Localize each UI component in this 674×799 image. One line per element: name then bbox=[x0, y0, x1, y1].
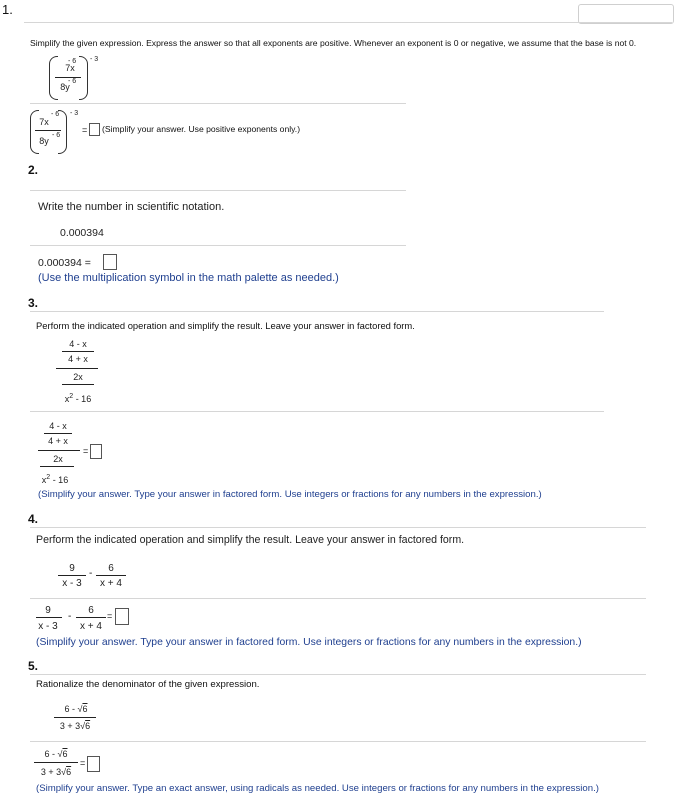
q4-answer-box[interactable] bbox=[115, 608, 129, 625]
equals-sign: = bbox=[107, 611, 113, 621]
divider bbox=[30, 598, 646, 599]
divider bbox=[30, 311, 604, 312]
q3-bottom-numerator: 2x bbox=[73, 372, 83, 382]
divider bbox=[30, 411, 604, 412]
q3-answer-bottom-denominator: $x^2 - 16$ bbox=[41, 474, 69, 485]
fraction-bar bbox=[96, 575, 126, 576]
q5-denominator: 3 + 3√6 bbox=[59, 721, 91, 731]
q3-instruction: Perform the indicated operation and simplify the result. Leave your answer in factored form. bbox=[36, 320, 415, 331]
q4-f2-denominator: x + 4 bbox=[100, 578, 122, 589]
q1-hint: (Simplify your answer. Use positive exponents only.) bbox=[102, 124, 301, 134]
fraction-bar bbox=[44, 433, 72, 434]
q4-f1-denominator: x - 3 bbox=[62, 578, 82, 589]
equals-sign: = bbox=[80, 758, 86, 768]
q1-num-exponent: - 6 bbox=[68, 58, 77, 65]
q1-answer-den-exponent: - 6 bbox=[52, 132, 61, 139]
q1-numerator: 7x bbox=[65, 63, 75, 73]
radical-icon: √ bbox=[77, 704, 83, 714]
q1-den-exponent: - 6 bbox=[68, 78, 77, 85]
q2-answer-box[interactable] bbox=[103, 254, 117, 270]
q3-bottom-denominator: $x^2 - 16$ bbox=[64, 393, 92, 404]
q5-answer-denominator: 3 + 3√6 bbox=[40, 767, 72, 777]
q5-hint: (Simplify your answer. Type an exact answer, using radicals as needed. Use integers or fractions for any numbers in the expression.) bbox=[36, 783, 599, 794]
q1-outer-exponent: - 3 bbox=[90, 56, 99, 63]
question-number-2: 2. bbox=[28, 163, 39, 177]
q5-instruction: Rationalize the denominator of the given expression. bbox=[36, 679, 260, 690]
fraction-bar bbox=[58, 575, 86, 576]
q2-hint: (Use the multiplication symbol in the math palette as needed.) bbox=[38, 272, 339, 284]
divider bbox=[30, 741, 646, 742]
q2-instruction: Write the number in scientific notation. bbox=[38, 201, 225, 213]
fraction-bar bbox=[62, 351, 94, 352]
divider bbox=[30, 674, 646, 675]
radical-icon: √ bbox=[61, 767, 67, 777]
q3-answer-top-denominator: 4 + x bbox=[48, 436, 68, 446]
q4-answer-f2-denominator: x + 4 bbox=[80, 621, 102, 632]
q4-answer-f1-denominator: x - 3 bbox=[38, 621, 58, 632]
q4-f2-numerator: 6 bbox=[108, 563, 114, 574]
fraction-bar bbox=[62, 384, 94, 385]
q5-answer-numerator: 6 - √6 bbox=[44, 749, 68, 759]
q3-hint: (Simplify your answer. Type your answer in factored form. Use integers or fractions for any numbers in the expression.) bbox=[38, 489, 542, 500]
right-paren bbox=[79, 56, 88, 100]
question-number-1: 1. bbox=[2, 2, 13, 17]
fraction-bar bbox=[36, 617, 62, 618]
divider bbox=[30, 190, 406, 191]
q3-top-numerator: 4 - x bbox=[69, 339, 87, 349]
question-number-4: 4. bbox=[28, 512, 39, 526]
q5-numerator: 6 - √6 bbox=[64, 704, 88, 714]
q1-answer-outer-exponent: - 3 bbox=[70, 110, 79, 117]
fraction-bar bbox=[40, 466, 74, 467]
fraction-bar bbox=[54, 717, 96, 718]
divider bbox=[30, 245, 406, 246]
q3-answer-top-numerator: 4 - x bbox=[49, 421, 67, 431]
q1-denominator: 8y bbox=[60, 82, 70, 92]
equals-sign: = bbox=[83, 446, 89, 456]
q4-hint: (Simplify your answer. Type your answer in factored form. Use integers or fractions for any numbers in the expression.) bbox=[36, 637, 582, 648]
divider bbox=[24, 22, 672, 23]
q3-answer-box[interactable] bbox=[90, 444, 102, 459]
q4-instruction: Perform the indicated operation and simplify the result. Leave your answer in factored form. bbox=[36, 534, 465, 546]
q4-answer-f1-numerator: 9 bbox=[45, 605, 51, 616]
right-paren bbox=[58, 110, 67, 154]
q1-answer-num-exponent: - 6 bbox=[51, 111, 60, 118]
divider bbox=[30, 103, 406, 104]
fraction-bar bbox=[34, 762, 78, 763]
q3-top-denominator: 4 + x bbox=[68, 354, 88, 364]
question-number-3: 3. bbox=[28, 296, 39, 310]
minus-sign: - bbox=[89, 568, 93, 579]
q1-answer-numerator: 7x bbox=[39, 117, 49, 127]
main-fraction-bar bbox=[56, 368, 98, 369]
equals-sign: = bbox=[82, 125, 88, 135]
q4-f1-numerator: 9 bbox=[69, 563, 75, 574]
q3-answer-bottom-numerator: 2x bbox=[53, 454, 63, 464]
divider bbox=[30, 527, 646, 528]
question-number-5: 5. bbox=[28, 659, 39, 673]
fraction-bar bbox=[76, 617, 106, 618]
q4-answer-f2-numerator: 6 bbox=[88, 605, 94, 616]
q1-instruction: Simplify the given expression. Express the answer so that all exponents are positive. Whenever an exponent is 0 or negative, we assume that the base is not 0. bbox=[30, 38, 637, 48]
q1-answer-box[interactable] bbox=[89, 123, 100, 136]
minus-sign: - bbox=[68, 611, 72, 622]
q1-answer-denominator: 8y bbox=[39, 136, 49, 146]
q5-answer-box[interactable] bbox=[87, 756, 100, 772]
radical-icon: √ bbox=[57, 749, 63, 759]
top-tab-border bbox=[578, 4, 674, 24]
q2-value: 0.000394 bbox=[60, 227, 104, 239]
radical-icon: √ bbox=[80, 721, 86, 731]
main-fraction-bar bbox=[38, 450, 80, 451]
q2-answer-label: 0.000394 = bbox=[38, 257, 91, 269]
